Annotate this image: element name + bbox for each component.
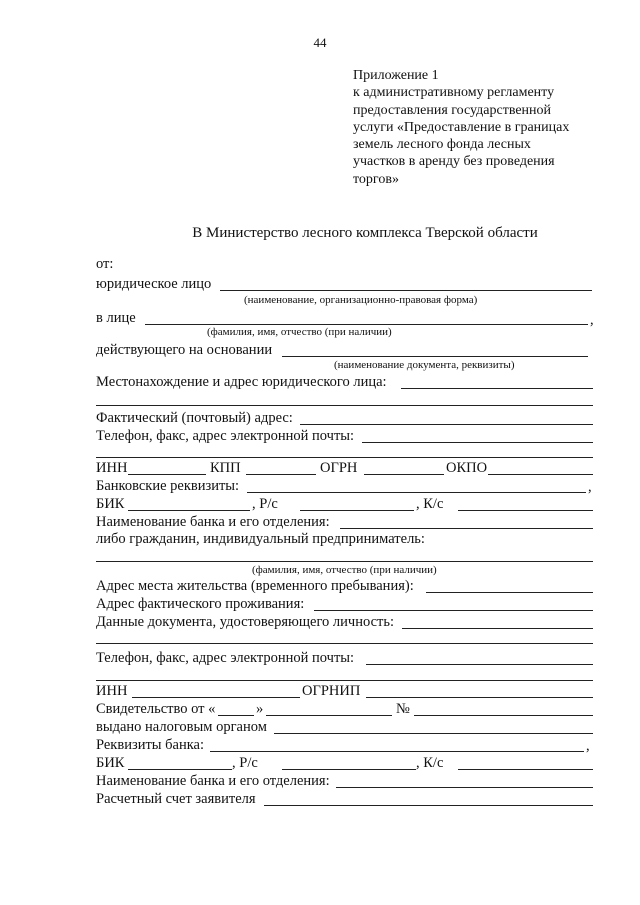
kpp-label: КПП xyxy=(210,460,241,476)
id-document-label: Данные документа, удостоверяющего личность: xyxy=(96,614,394,630)
page-number: 44 xyxy=(313,35,327,50)
postal-field[interactable] xyxy=(300,424,593,425)
representative-field[interactable] xyxy=(145,324,588,325)
certificate-day-field[interactable] xyxy=(218,715,254,716)
bik-field[interactable] xyxy=(128,510,250,511)
ip-contacts-label: Телефон, факс, адрес электронной почты: xyxy=(96,650,355,666)
bank-details-label: Банковские реквизиты: xyxy=(96,478,240,494)
contacts-label: Телефон, факс, адрес электронной почты: xyxy=(96,428,355,444)
ip-ks-field[interactable] xyxy=(458,769,593,770)
ks-label: , К/с xyxy=(416,496,444,512)
from-label: от: xyxy=(96,256,114,272)
legal-entity-label: юридическое лицо xyxy=(96,276,212,292)
contacts-field-2[interactable] xyxy=(96,457,593,458)
appendix-line: услуги «Предоставление в границах xyxy=(353,119,570,135)
ogrnip-label: ОГРНИП xyxy=(302,683,361,699)
basis-field[interactable] xyxy=(282,356,588,357)
legal-entity-field[interactable] xyxy=(220,290,592,291)
bank-details-field[interactable] xyxy=(247,492,586,493)
addressee-title: В Министерство лесного комплекса Тверской области xyxy=(192,225,538,241)
appendix-line: к административному регламенту xyxy=(353,85,555,101)
ip-bik-field[interactable] xyxy=(128,769,232,770)
appendix-line: Приложение 1 xyxy=(353,68,439,83)
ip-rs-field[interactable] xyxy=(282,769,416,770)
bik-label: БИК xyxy=(96,496,125,512)
comma: , xyxy=(588,479,592,495)
ip-contacts-field[interactable] xyxy=(366,664,593,665)
actual-address-label: Адрес фактического проживания: xyxy=(96,596,305,612)
ip-inn-label: ИНН xyxy=(96,683,128,699)
number-sign: № xyxy=(396,701,410,717)
appendix-line: земель лесного фонда лесных xyxy=(353,137,531,153)
issued-by-label: выдано налоговым органом xyxy=(96,719,267,735)
appendix-line: участков в аренду без проведения xyxy=(353,154,555,170)
citizen-name-note: (фамилия, имя, отчество (при наличии) xyxy=(252,564,437,576)
id-document-field[interactable] xyxy=(402,628,593,629)
ip-bank-name-label: Наименование банка и его отделения: xyxy=(96,773,330,789)
legal-entity-note: (наименование, организационно-правовая форма) xyxy=(244,294,478,306)
basis-note: (наименование документа, реквизиты) xyxy=(334,359,515,371)
certificate-label: Свидетельство от « xyxy=(96,701,216,717)
ogrnip-field[interactable] xyxy=(366,697,593,698)
bank-requisites-field[interactable] xyxy=(210,751,584,752)
issued-by-field[interactable] xyxy=(274,733,593,734)
rs-field[interactable] xyxy=(300,510,414,511)
ip-rs-label: , Р/с xyxy=(232,755,258,771)
actual-address-field[interactable] xyxy=(314,610,593,611)
appendix-line: торгов» xyxy=(353,171,399,187)
account-field[interactable] xyxy=(264,805,593,806)
inn-field[interactable] xyxy=(128,474,206,475)
ip-contacts-field-2[interactable] xyxy=(96,680,593,681)
citizen-label: либо гражданин, индивидуальный предприниматель: xyxy=(96,531,425,547)
account-label: Расчетный счет заявителя xyxy=(96,791,256,807)
bank-requisites-label: Реквизиты банка: xyxy=(96,737,205,753)
residence-label: Адрес места жительства (временного пребывания): xyxy=(96,578,414,594)
certificate-quote: » xyxy=(256,701,264,717)
ip-inn-field[interactable] xyxy=(132,697,300,698)
residence-field[interactable] xyxy=(426,592,593,593)
ogrn-label: ОГРН xyxy=(320,460,358,476)
bank-name-field[interactable] xyxy=(340,528,593,529)
representative-note: (фамилия, имя, отчество (при наличии) xyxy=(207,326,392,338)
comma: , xyxy=(586,738,590,754)
postal-label: Фактический (почтовый) адрес: xyxy=(96,410,293,426)
okpo-label: ОКПО xyxy=(446,460,488,476)
representative-label: в лице xyxy=(96,310,136,326)
basis-label: действующего на основании xyxy=(96,342,273,358)
rs-label: , Р/с xyxy=(252,496,278,512)
ogrn-field[interactable] xyxy=(364,474,444,475)
appendix-line: предоставления государственной xyxy=(353,102,552,118)
ks-field[interactable] xyxy=(458,510,593,511)
id-document-field-2[interactable] xyxy=(96,643,593,644)
certificate-number-field[interactable] xyxy=(414,715,593,716)
ip-bank-name-field[interactable] xyxy=(336,787,593,788)
ip-bik-label: БИК xyxy=(96,755,125,771)
ip-ks-label: , К/с xyxy=(416,755,444,771)
bank-name-label: Наименование банка и его отделения: xyxy=(96,514,330,530)
appendix-header xyxy=(353,67,613,188)
okpo-field[interactable] xyxy=(488,474,593,475)
citizen-name-field[interactable] xyxy=(96,561,593,562)
contacts-field[interactable] xyxy=(362,442,593,443)
kpp-field[interactable] xyxy=(246,474,316,475)
inn-label: ИНН xyxy=(96,460,128,476)
location-label: Местонахождение и адрес юридического лица: xyxy=(96,374,387,390)
certificate-date-field[interactable] xyxy=(266,715,392,716)
comma: , xyxy=(590,312,594,328)
location-field-2[interactable] xyxy=(96,405,593,406)
location-field[interactable] xyxy=(401,388,593,389)
